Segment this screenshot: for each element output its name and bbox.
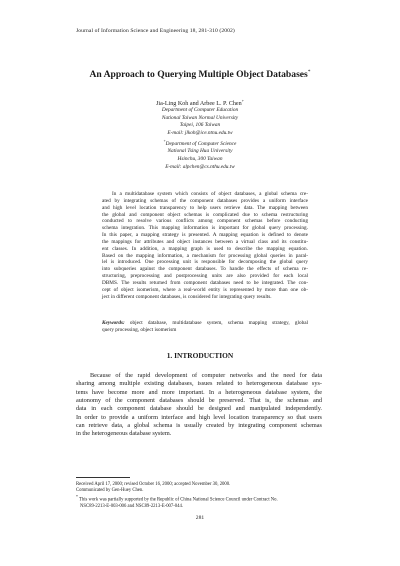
affiliation-2-univ: National Tsing Hua University <box>167 148 233 155</box>
affiliation-2-dept: +Department of Computer Science <box>163 139 237 147</box>
title-text: An Approach to Querying Multiple Object Databases <box>89 69 308 81</box>
page-number: 281 <box>195 515 205 521</box>
footnote-support-contract: NSC89-2213-E-003-006 and NSC89-2213-E-007-044. <box>80 503 183 509</box>
running-head: Journal of Information Science and Engineering 18, 281-310 (2002) <box>76 28 235 34</box>
intro-line: Because of the rapid development of computer networks and the need for data <box>90 372 322 379</box>
footnotes <box>76 482 326 510</box>
intro-line: sharing among multiple existing databases, issues related to heterogeneous database sys- <box>76 380 322 388</box>
affiliation-1-city: Taipei, 106 Taiwan <box>179 122 221 129</box>
abstract-line: ent classes. In addition, a mapping graph is used to describe the mapping equation. <box>102 245 308 252</box>
abstract-line: the global and component object schemas is complicated due to schema restructuring <box>102 211 308 218</box>
abstract-line: the mappings for attributes and object instances between a virtual class and its constitu- <box>102 238 308 245</box>
keywords-line-2: query processing, object isomerism <box>102 326 177 333</box>
footnote-mark: * <box>76 495 78 500</box>
introduction-body <box>76 372 322 439</box>
intro-line: data in each component database should be designed and manipulated independently. <box>76 405 322 413</box>
abstract-line: In this paper, a mapping strategy is presented. A mapping equation is defined to denote <box>102 232 308 239</box>
author-separator: and <box>188 101 200 108</box>
abstract-line: conducted to resolve various conflicts among component schemas before conducting <box>102 218 308 225</box>
intro-line: in the heterogeneous database system. <box>76 430 172 438</box>
intro-line: can retrieve data, a global schema is usually created by integrating component schemas <box>76 422 322 430</box>
abstract-line: cept of object isomerism, where a real-world entity is represented by more than one ob- <box>102 286 308 293</box>
affiliation-1-email: E-mail: jlkoh@ice.ntnu.edu.tw <box>167 129 233 136</box>
affiliation-1-dept: Department of Computer Education <box>161 107 239 113</box>
abstract-line: Based on the mapping information, a mechanism for processing global queries in paral- <box>102 252 308 259</box>
keywords-label: Keywords: <box>102 320 125 326</box>
abstract-line: schema integration. This mapping information is important for global query processing. <box>102 225 308 232</box>
affiliation-2-city: Hsinchu, 300 Taiwan <box>177 155 223 162</box>
footnote-communicated: Communicated by Gen-Huey Chen. <box>76 488 144 494</box>
footnote-received: Received April 17, 2000; revised October 16, 2000; accepted November 30, 2000. <box>76 482 231 487</box>
intro-line: autonomy of the component databases should be preserved. That is, the schemas and <box>76 397 322 405</box>
affiliation-2-mark: + <box>163 139 166 143</box>
title-footnote-mark: * <box>307 69 311 75</box>
footnote-rule <box>76 477 130 478</box>
affiliation-2-email: E-mail: alpchen@cs.nthu.edu.tw <box>165 163 235 170</box>
abstract-line: ated by integrating schemas of the component databases provides a uniform interface <box>102 197 308 204</box>
author-line <box>0 98 400 107</box>
abstract-line: lel is introduced. One processing unit is responsible for decomposing the global query <box>102 259 308 266</box>
intro-line: tems have become more and more important. In a heterogeneous database system, the <box>76 388 322 396</box>
abstract-line: ject in different component databases, is considered for integrating query results. <box>102 293 272 300</box>
keywords-text: object database, multidatabase system, schema mapping strategy, global <box>129 320 309 326</box>
author-2-mark: + <box>241 98 244 103</box>
abstract-line: In a multidatabase system which consists of object databases, a global schema cre- <box>112 191 308 197</box>
affiliation-1-univ: National Taiwan Normal University <box>161 114 239 121</box>
abstract-line: and high level location transparency to help users retrieve data. The mapping between <box>102 204 308 211</box>
affiliation-1 <box>0 107 400 137</box>
author-1: Jia-Ling Koh <box>156 101 189 108</box>
keywords-line-1 <box>102 320 308 327</box>
paper-title <box>0 69 400 80</box>
abstract-line: into subqueries against the component databases. To handle the effects of schema re- <box>102 266 308 273</box>
keywords <box>102 320 308 334</box>
abstract <box>102 191 308 301</box>
affiliation-2 <box>0 138 400 171</box>
intro-line: In order to provide a uniform interface and high level location transparency so that users <box>76 413 322 421</box>
abstract-line: DBMS. The results returned from component databases need to be integrated. The con- <box>102 279 308 286</box>
section-heading: 1. INTRODUCTION <box>166 351 234 360</box>
footnote-support: * This work was partially supported by the Republic of China National Science Council under Contract No. <box>76 495 278 503</box>
abstract-line: structuring, preprocessing and postprocessing units are also provided for each local <box>102 273 308 280</box>
author-2: Arbee L. P. Chen <box>199 101 242 108</box>
